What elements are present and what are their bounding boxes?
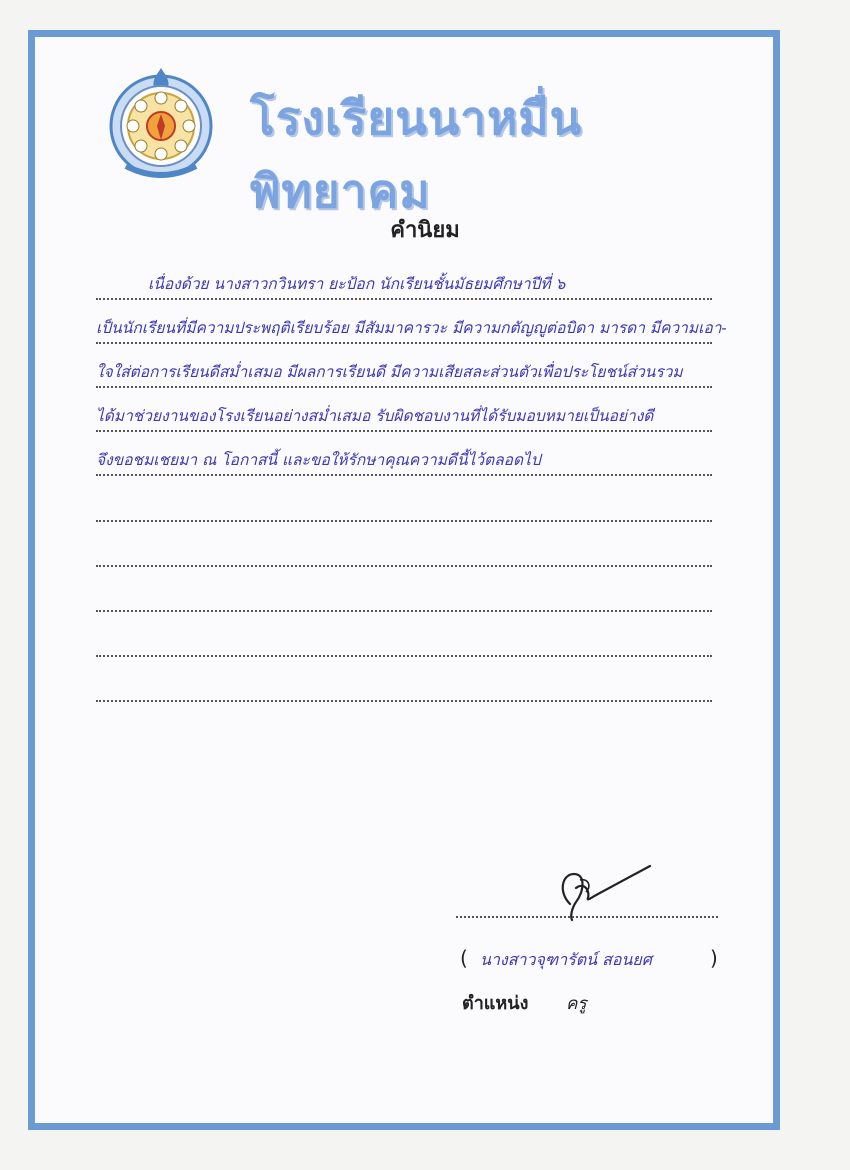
line-text: จึงขอชมเชยมา ณ โอกาสนี้ และขอให้รักษาคุณความดีนี้ไว้ตลอดไป — [96, 451, 541, 469]
text-line — [96, 400, 712, 432]
line-text: เนื่องด้วย นางสาวกวินทรา ยะป้อก นักเรียนชั้นมัธยมศึกษาปีที่ ๖ — [148, 275, 566, 293]
text-line — [96, 444, 712, 476]
school-emblem-icon — [108, 66, 214, 178]
blank-line — [96, 625, 712, 657]
position-value: ครู — [566, 994, 587, 1014]
document-title: คำนิยม — [390, 218, 460, 243]
position-label: ตำแหน่ง — [462, 993, 529, 1014]
name-paren-close: ) — [710, 946, 718, 970]
text-line — [96, 312, 727, 344]
signatory-name: นางสาวจุฑารัตน์ สอนยศ — [480, 950, 652, 969]
signature-line — [456, 900, 718, 918]
line-text: ได้มาช่วยงานของโรงเรียนอย่างสม่ำเสมอ รับผิดชอบงานที่ได้รับมอบหมายเป็นอย่างดี — [96, 407, 654, 425]
blank-line — [96, 580, 712, 612]
text-line — [96, 268, 712, 300]
school-name: โรงเรียนนาหมื่นพิทยาคม — [250, 91, 583, 218]
blank-line — [96, 490, 712, 522]
line-text: เป็นนักเรียนที่มีความประพฤติเรียบร้อย มีสัมมาคารวะ มีความกตัญญูต่อบิดา มารดา มีความเอา- — [96, 319, 727, 337]
name-paren-open: ( — [460, 946, 468, 970]
blank-line — [96, 535, 712, 567]
line-text: ใจใส่ต่อการเรียนดีสม่ำเสมอ มีผลการเรียนดี มีความเสียสละส่วนตัวเพื่อประโยชน์ส่วนรวม — [96, 363, 683, 381]
blank-line — [96, 670, 712, 702]
text-line — [96, 356, 712, 388]
